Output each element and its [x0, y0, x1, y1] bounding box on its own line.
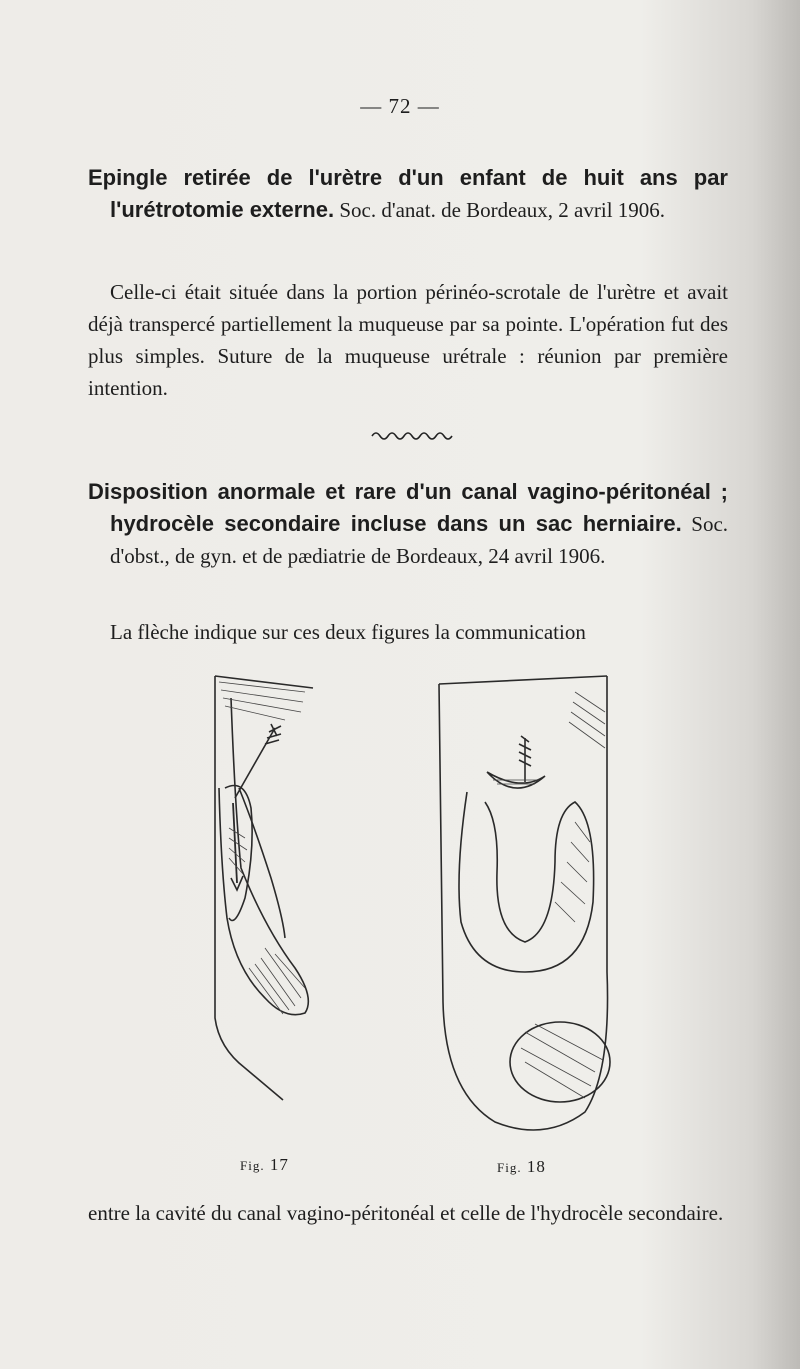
caption-number: 18 [526, 1157, 546, 1176]
entry-title: Epingle retirée de l'urètre d'un enfant de huit ans par l'urétrotomie externe. [88, 165, 728, 222]
entry-title: Disposition anormale et rare d'un canal vagino-péritonéal ; hydrocèle secondaire incluse dans un sac herniaire. [88, 479, 728, 536]
entry-body-conclusion [88, 1197, 728, 1229]
wavy-separator [370, 428, 454, 442]
entry-source: Soc. d'obst., de gyn. et de pædiatrie de Bordeaux, 24 avril 1906. [110, 512, 729, 568]
page-number: — 72 — [360, 94, 440, 118]
entry-paragraph: Celle-ci était située dans la portion périnéo-scrotale de l'urètre et avait déjà transpercé partiellement la muqueuse par sa pointe. L'opération fut des plus simples. Suture de la muqueuse urétrale : réunion par première intention. [88, 280, 728, 400]
figure-17-illustration [205, 668, 325, 1113]
entry-pin-urethra [88, 162, 728, 226]
entry-heading [88, 162, 728, 226]
entry-paragraph: La flèche indique sur ces deux figures la communication [110, 620, 586, 644]
entry-paragraph: entre la cavité du canal vagino-péritonéal et celle de l'hydrocèle secondaire. [88, 1201, 724, 1225]
entry-heading [88, 476, 728, 572]
entry-source: Soc. d'anat. de Bordeaux, 2 avril 1906. [339, 198, 666, 222]
entry-body [88, 276, 728, 404]
figure-17-caption [240, 1155, 289, 1175]
entry-vagino-peritoneal [88, 476, 728, 572]
caption-prefix: Fig. [497, 1160, 522, 1175]
entry-body-intro [88, 616, 728, 648]
caption-number: 17 [269, 1155, 289, 1174]
caption-prefix: Fig. [240, 1158, 265, 1173]
figure-18-caption [497, 1157, 546, 1177]
figure-18-illustration [425, 672, 615, 1142]
